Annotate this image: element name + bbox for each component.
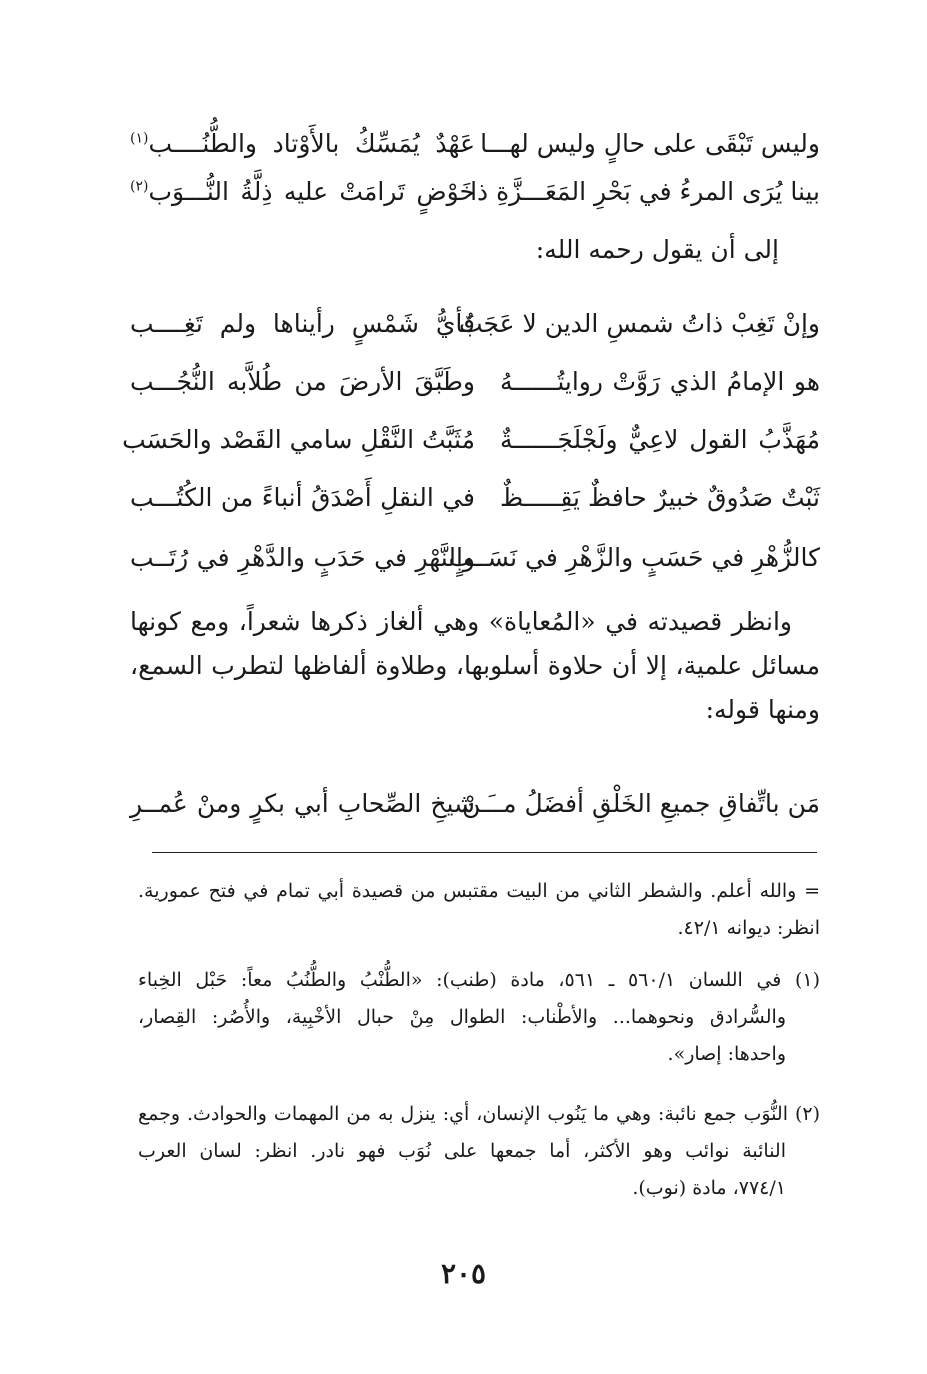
verse-line [130,166,820,216]
footnote-continuation [138,873,820,947]
verse-first-hemistich: مَن باتِّفاقِ جميعِ الخَلْقِ أفضَلُ مــَـنْ [462,788,820,818]
verse-line [130,472,820,522]
verse-line [130,356,820,406]
prose-line: مسائل علمية، إلا أن حلاوة أسلوبها، وطلاوة ألفاظها لتطرب السمع، [130,651,820,680]
verse-first-hemistich: هو الإمامُ الذي رَوَّتْ روايتُــــــهُ [500,366,820,396]
footnote-line: (٢) النُّوَب جمع نائبة: وهي ما يَنُوب الإنسان، أي: ينزل به من المهمات والحوادث. وجمع [138,1103,820,1125]
verse-line [130,298,820,348]
verse-first-hemistich: ثَبْتٌ صَدُوقٌ خبيرٌ حافظٌ يَقِـــــظٌ [500,482,820,512]
verse-second-hemistich: والنَّهْرِ في حَدَبٍ والدَّهْرِ في رُتَــب [130,542,475,572]
verse-second-hemistich: خَوْضٍ تَرامَتْ عليه ذِلَّةُ النُّـــوَب$^{(٢)}$ [130,176,475,206]
verse-first-hemistich: كالزُّهْرِ في حَسَبٍ والزَّهْرِ في نَسَــبٍ [448,542,820,572]
verse-second-hemistich: شيخِ الصِّحابِ أبي بكرٍ ومنْ عُمــرِ [130,788,475,818]
intro-line: إلى أن يقول رحمه الله: [535,235,779,264]
footnote-1 [138,962,820,1073]
verse-second-hemistich: عَهْدٌ يُمَسِّكُ بالأَوْتاد والطُّنُــــب$^{(١)}$ [130,128,475,158]
page-number: ٢٠٥ [440,1257,487,1290]
footnote-line: (١) في اللسان ٥٦٠/١ ـ ٥٦١، مادة (طنب): «الطُّنْبُ والطُّنُبُ معاً: حَبْل الخِباء [138,969,821,991]
verse-first-hemistich: مُهَذَّبُ القول لاعِيٌّ ولَجْلَجَــــــةٌ [500,424,820,454]
verse-line [130,532,820,582]
footnote-line: ٧٧٤/١، مادة (نوب). [632,1177,786,1199]
verse-line [130,118,820,168]
prose-paragraph [130,600,820,732]
verse-line [130,778,820,828]
footnote-line: = والله أعلم. والشطر الثاني من البيت مقتبس من قصيدة أبي تمام في فتح عمورية. [138,880,820,902]
verse-second-hemistich: مُثَبَّتُ النَّقْلِ سامي القَصْد والحَسَب [122,424,475,454]
footnote-divider [152,852,817,853]
verse-second-hemistich: وطَبَّقَ الأرضَ من طُلاَّبه النُّجُـــب [130,366,475,396]
footnote-2 [138,1096,820,1207]
footnote-line: واحدها: إصار». [667,1043,786,1065]
prose-line: وانظر قصيدته في «المُعاياة» وهي ألغاز ذكرها شعراً، ومع كونها [130,607,792,636]
footnote-marker: (٢) [130,178,149,195]
verse-first-hemistich: وإنْ تَغِبْ ذاتُ شمسِ الدين لا عَجَبٌ [458,308,820,338]
verse-first-hemistich: وليس تَبْقَى على حالٍ وليس لهـــا [480,128,820,158]
prose-line: ومنها قوله: [705,695,820,724]
footnote-marker: (١) [130,130,149,147]
footnote-line: والسُّرادق ونحوهما... والأطْناب: الطوال مِنْ حبال الأخْبِية، والأُصُر: القِصار، [138,1006,786,1028]
footnote-line: النائبة نوائب وهو الأكثر، أما جمعها على نُوَب فهو نادر. انظر: لسان العرب [138,1140,786,1162]
footnote-line: انظر: ديوانه ٤٢/١. [677,917,820,939]
verse-line [122,414,820,464]
verse-second-hemistich: فأيُّ شَمْسٍ رأيناها ولم تَغِــــب [130,308,475,338]
verse-second-hemistich: في النقلِ أَصْدَقُ أنباءً من الكُتُـــب [130,482,475,512]
verse-first-hemistich: بينا يُرَى المرءُ في بَحْرِ المَعَـــزَّةِ ذا [470,176,820,206]
